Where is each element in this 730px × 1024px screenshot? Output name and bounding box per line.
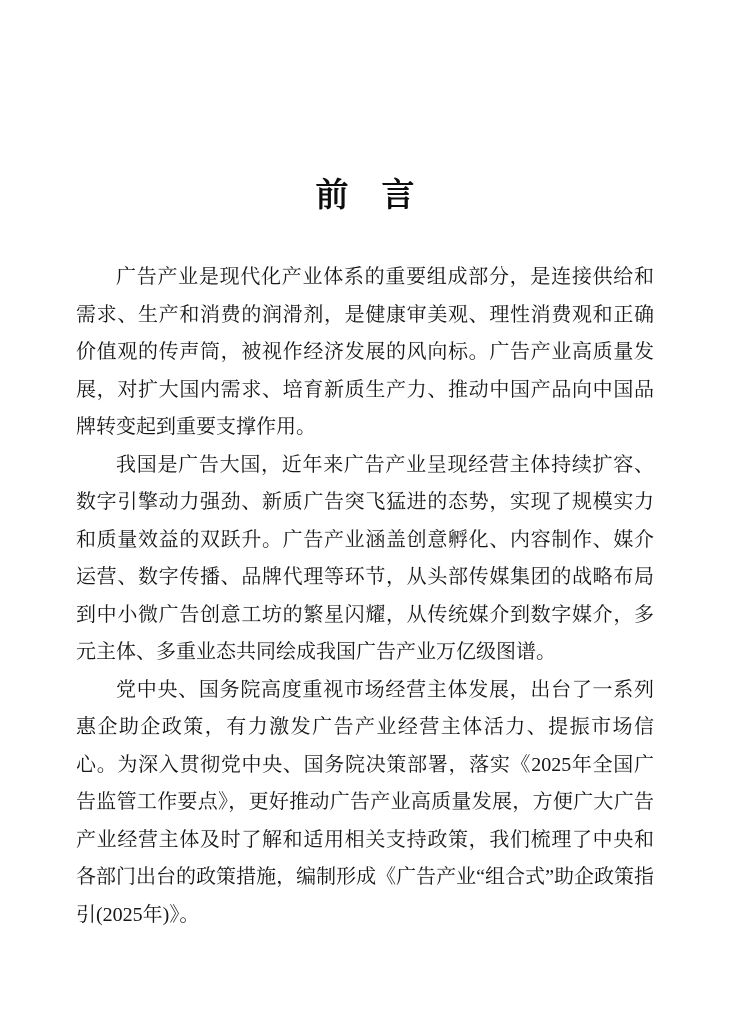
paragraph-2: 我国是广告大国，近年来广告产业呈现经营主体持续扩容、数字引擎动力强劲、新质广告突飞猛进的态势，实现了规模实力和质量效益的双跃升。广告产业涵盖创意孵化、内容制作、媒介运营、数字传播、品牌代理等环节，从头部传媒集团的战略布局到中小微广告创意工坊的繁星闪耀，从传统媒介到数字媒介，多元主体、多重业态共同绘成我国广告产业万亿级图谱。 — [76, 453, 654, 663]
page-title: 前 言 — [315, 178, 415, 214]
paragraph-3: 党中央、国务院高度重视市场经营主体发展，出台了一系列惠企助企政策，有力激发广告产业经营主体活力、提振市场信心。为深入贯彻党中央、国务院决策部署，落实《2025年全国广告监管工作要点》，更好推动广告产业高质量发展，方便广大广告产业经营主体及时了解和适用相关支持政策，我们梳理了中央和各部门出台的政策措施，编制形成《广告产业“组合式”助企政策指引(2025年)》。 — [76, 678, 654, 926]
paragraph-1: 广告产业是现代化产业体系的重要组成部分，是连接供给和需求、生产和消费的润滑剂，是健康审美观、理性消费观和正确价值观的传声筒，被视作经济发展的风向标。广告产业高质量发展，对扩大国内需求、培育新质生产力、推动中国产品向中国品牌转变起到重要支撑作用。 — [76, 266, 654, 438]
body-text — [76, 259, 654, 934]
